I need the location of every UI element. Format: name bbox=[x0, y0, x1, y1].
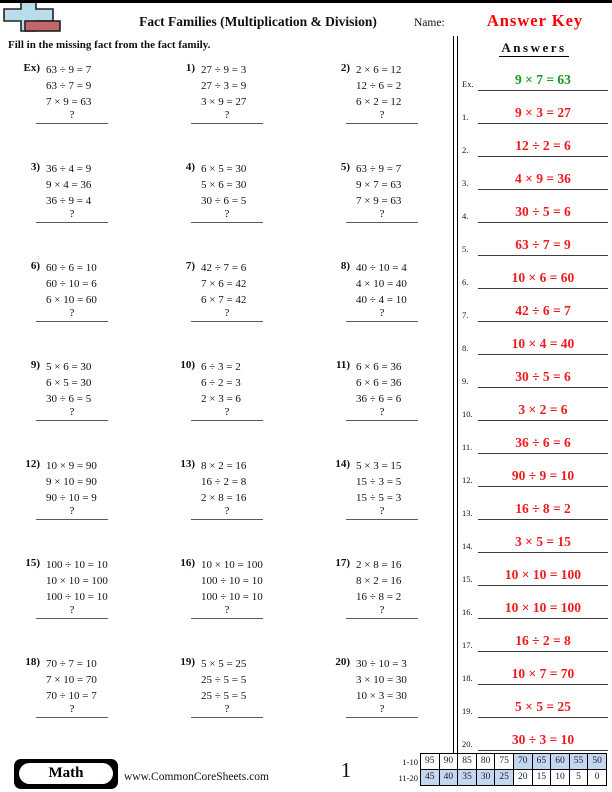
fact-line: 6 × 2 = 12 bbox=[356, 96, 402, 108]
answer-value: 30 ÷ 5 = 6 bbox=[478, 369, 608, 388]
fact-line: 60 ÷ 10 = 6 bbox=[46, 278, 97, 290]
fact-lines bbox=[201, 359, 241, 407]
missing-fact-mark: ? bbox=[224, 505, 230, 517]
fact-line: 90 ÷ 10 = 9 bbox=[46, 492, 97, 504]
fact-line: 3 × 9 = 27 bbox=[201, 96, 247, 108]
fact-line: 36 ÷ 4 = 9 bbox=[46, 163, 92, 175]
answer-item bbox=[458, 423, 610, 454]
answer-value: 9 × 3 = 27 bbox=[478, 105, 608, 124]
score-cell: 5 bbox=[569, 769, 589, 786]
fact-lines bbox=[201, 656, 246, 704]
missing-fact-mark: ? bbox=[379, 307, 385, 319]
fact-lines bbox=[201, 161, 246, 209]
fact-line: 100 ÷ 10 = 10 bbox=[46, 591, 108, 603]
answer-value: 36 ÷ 6 = 6 bbox=[478, 435, 608, 454]
missing-fact-blank-line bbox=[191, 618, 263, 619]
answer-number: 10. bbox=[462, 409, 473, 419]
missing-fact-blank-line bbox=[36, 717, 108, 718]
missing-fact-mark: ? bbox=[69, 406, 75, 418]
score-table-row bbox=[390, 769, 607, 786]
answer-item bbox=[458, 621, 610, 652]
score-cells bbox=[420, 769, 607, 786]
missing-fact-blank-line bbox=[36, 123, 108, 124]
fact-line: 42 ÷ 7 = 6 bbox=[201, 262, 247, 274]
answer-value: 12 ÷ 2 = 6 bbox=[478, 138, 608, 157]
fact-family-problem bbox=[165, 458, 315, 536]
answer-item bbox=[458, 357, 610, 388]
fact-line: 6 × 10 = 60 bbox=[46, 294, 97, 306]
fact-lines bbox=[356, 458, 401, 506]
answer-item bbox=[458, 456, 610, 487]
fact-line: 100 ÷ 10 = 10 bbox=[46, 559, 108, 571]
problem-number: 13) bbox=[180, 458, 195, 470]
missing-fact-mark: ? bbox=[379, 109, 385, 121]
fact-line: 7 × 6 = 42 bbox=[201, 278, 247, 290]
fact-lines bbox=[356, 161, 401, 209]
missing-fact-mark: ? bbox=[224, 208, 230, 220]
score-cell: 85 bbox=[457, 753, 477, 770]
fact-line: 9 × 10 = 90 bbox=[46, 476, 97, 488]
fact-line: 6 ÷ 2 = 3 bbox=[201, 377, 241, 389]
fact-lines bbox=[46, 359, 91, 407]
fact-lines bbox=[46, 260, 97, 308]
fact-line: 15 ÷ 5 = 3 bbox=[356, 492, 402, 504]
missing-fact-blank-line bbox=[36, 618, 108, 619]
fact-line: 6 × 6 = 36 bbox=[356, 361, 402, 373]
problem-number: 1) bbox=[185, 62, 195, 74]
missing-fact-blank-line bbox=[36, 222, 108, 223]
problem-number: 7) bbox=[185, 260, 195, 272]
answer-number: 2. bbox=[462, 145, 469, 155]
fact-line: 6 × 7 = 42 bbox=[201, 294, 247, 306]
answer-item bbox=[458, 390, 610, 421]
score-row-label: 11-20 bbox=[398, 773, 418, 783]
answer-item bbox=[458, 192, 610, 223]
fact-lines bbox=[46, 656, 97, 704]
problem-number: 6) bbox=[30, 260, 40, 272]
fact-lines bbox=[46, 62, 91, 110]
fact-lines bbox=[46, 557, 108, 605]
answer-value: 42 ÷ 6 = 7 bbox=[478, 303, 608, 322]
fact-line: 8 × 2 = 16 bbox=[201, 460, 247, 472]
answer-item bbox=[458, 588, 610, 619]
missing-fact-blank-line bbox=[346, 123, 418, 124]
fact-line: 30 ÷ 6 = 5 bbox=[46, 393, 92, 405]
answer-item bbox=[458, 489, 610, 520]
problem-number: 16) bbox=[180, 557, 195, 569]
answer-number: 1. bbox=[462, 112, 469, 122]
fact-line: 9 × 4 = 36 bbox=[46, 179, 92, 191]
score-cell: 45 bbox=[420, 769, 440, 786]
missing-fact-mark: ? bbox=[379, 604, 385, 616]
score-cell: 40 bbox=[439, 769, 459, 786]
answer-item bbox=[458, 720, 610, 751]
missing-fact-blank-line bbox=[346, 717, 418, 718]
answer-number: 7. bbox=[462, 310, 469, 320]
fact-line: 6 × 5 = 30 bbox=[201, 163, 247, 175]
answer-value: 10 × 7 = 70 bbox=[478, 666, 608, 685]
fact-family-problem bbox=[320, 260, 470, 338]
fact-family-problem bbox=[165, 656, 315, 734]
missing-fact-mark: ? bbox=[379, 208, 385, 220]
fact-line: 36 ÷ 9 = 4 bbox=[46, 195, 92, 207]
fact-lines bbox=[356, 656, 407, 704]
missing-fact-mark: ? bbox=[224, 109, 230, 121]
fact-line: 16 ÷ 8 = 2 bbox=[356, 591, 402, 603]
answer-value: 16 ÷ 8 = 2 bbox=[478, 501, 608, 520]
fact-line: 10 × 3 = 30 bbox=[356, 690, 407, 702]
fact-family-problem bbox=[165, 557, 315, 635]
answer-value: 3 × 5 = 15 bbox=[478, 534, 608, 553]
fact-family-problem bbox=[10, 359, 160, 437]
fact-line: 40 ÷ 4 = 10 bbox=[356, 294, 407, 306]
score-cells bbox=[420, 753, 607, 770]
score-cell: 30 bbox=[476, 769, 496, 786]
fact-line: 27 ÷ 9 = 3 bbox=[201, 64, 247, 76]
answer-number: 8. bbox=[462, 343, 469, 353]
footer-rule bbox=[0, 0, 612, 2]
missing-fact-mark: ? bbox=[379, 703, 385, 715]
missing-fact-mark: ? bbox=[69, 703, 75, 715]
answer-number: 5. bbox=[462, 244, 469, 254]
fact-line: 25 ÷ 5 = 5 bbox=[201, 674, 247, 686]
answer-value: 30 ÷ 5 = 6 bbox=[478, 204, 608, 223]
answer-number: 9. bbox=[462, 376, 469, 386]
fact-line: 12 ÷ 6 = 2 bbox=[356, 80, 402, 92]
score-cell: 65 bbox=[532, 753, 552, 770]
score-cell: 50 bbox=[587, 753, 607, 770]
problem-number: Ex) bbox=[23, 62, 40, 74]
missing-fact-mark: ? bbox=[379, 406, 385, 418]
fact-lines bbox=[201, 62, 246, 110]
score-table-row bbox=[390, 753, 607, 770]
fact-line: 15 ÷ 3 = 5 bbox=[356, 476, 402, 488]
missing-fact-mark: ? bbox=[69, 109, 75, 121]
problem-number: 11) bbox=[335, 359, 350, 371]
missing-fact-mark: ? bbox=[69, 604, 75, 616]
answer-item bbox=[458, 60, 610, 91]
missing-fact-blank-line bbox=[36, 420, 108, 421]
answer-number: 6. bbox=[462, 277, 469, 287]
website-url: www.CommonCoreSheets.com bbox=[124, 771, 269, 783]
problem-number: 19) bbox=[180, 656, 195, 668]
fact-line: 5 × 5 = 25 bbox=[201, 658, 247, 670]
fact-line: 7 × 9 = 63 bbox=[356, 195, 402, 207]
missing-fact-mark: ? bbox=[69, 307, 75, 319]
answer-item bbox=[458, 555, 610, 586]
fact-lines bbox=[201, 458, 246, 506]
fact-family-problem bbox=[320, 557, 470, 635]
answer-number: 12. bbox=[462, 475, 473, 485]
fact-lines bbox=[356, 557, 401, 605]
answer-number: 17. bbox=[462, 640, 473, 650]
fact-line: 36 ÷ 6 = 6 bbox=[356, 393, 402, 405]
fact-line: 3 × 10 = 30 bbox=[356, 674, 407, 686]
fact-line: 10 × 10 = 100 bbox=[201, 559, 263, 571]
answer-key-label: Answer Key bbox=[486, 11, 584, 30]
fact-lines bbox=[201, 557, 263, 605]
problem-number: 18) bbox=[25, 656, 40, 668]
fact-family-problem bbox=[320, 656, 470, 734]
score-cell: 35 bbox=[457, 769, 477, 786]
answer-number: 4. bbox=[462, 211, 469, 221]
problem-number: 4) bbox=[185, 161, 195, 173]
fact-line: 2 × 3 = 6 bbox=[201, 393, 241, 405]
missing-fact-blank-line bbox=[346, 618, 418, 619]
fact-line: 70 ÷ 7 = 10 bbox=[46, 658, 97, 670]
fact-lines bbox=[356, 260, 407, 308]
fact-line: 60 ÷ 6 = 10 bbox=[46, 262, 97, 274]
missing-fact-blank-line bbox=[346, 420, 418, 421]
missing-fact-blank-line bbox=[191, 222, 263, 223]
fact-line: 63 ÷ 7 = 9 bbox=[46, 80, 92, 92]
fact-family-problem bbox=[10, 557, 160, 635]
answer-value: 10 × 10 = 100 bbox=[478, 600, 608, 619]
fact-line: 40 ÷ 10 = 4 bbox=[356, 262, 407, 274]
missing-fact-blank-line bbox=[191, 123, 263, 124]
answers-heading: Answers bbox=[501, 40, 567, 55]
missing-fact-mark: ? bbox=[224, 307, 230, 319]
problem-number: 2) bbox=[340, 62, 350, 74]
answer-value: 10 × 6 = 60 bbox=[478, 270, 608, 289]
missing-fact-mark: ? bbox=[69, 208, 75, 220]
answer-value: 16 ÷ 2 = 8 bbox=[478, 633, 608, 652]
answer-item bbox=[458, 225, 610, 256]
answer-value: 5 × 5 = 25 bbox=[478, 699, 608, 718]
missing-fact-blank-line bbox=[191, 717, 263, 718]
fact-family-problem bbox=[320, 359, 470, 437]
missing-fact-mark: ? bbox=[224, 703, 230, 715]
answer-item bbox=[458, 159, 610, 190]
score-cell: 25 bbox=[494, 769, 514, 786]
problem-number: 15) bbox=[25, 557, 40, 569]
instruction-text: Fill in the missing fact from the fact family. bbox=[8, 39, 211, 51]
fact-lines bbox=[201, 260, 246, 308]
answer-number: 13. bbox=[462, 508, 473, 518]
fact-lines bbox=[356, 359, 401, 407]
fact-line: 5 × 6 = 30 bbox=[201, 179, 247, 191]
fact-lines bbox=[356, 62, 401, 110]
missing-fact-mark: ? bbox=[224, 604, 230, 616]
answer-value: 10 × 10 = 100 bbox=[478, 567, 608, 586]
score-cell: 90 bbox=[439, 753, 459, 770]
missing-fact-blank-line bbox=[191, 321, 263, 322]
fact-line: 5 × 6 = 30 bbox=[46, 361, 92, 373]
fact-line: 6 × 5 = 30 bbox=[46, 377, 92, 389]
answer-item bbox=[458, 93, 610, 124]
score-cell: 95 bbox=[420, 753, 440, 770]
fact-family-problem bbox=[320, 161, 470, 239]
missing-fact-blank-line bbox=[346, 321, 418, 322]
problem-number: 5) bbox=[340, 161, 350, 173]
answer-item bbox=[458, 324, 610, 355]
answer-item bbox=[458, 522, 610, 553]
missing-fact-blank-line bbox=[191, 519, 263, 520]
fact-line: 5 × 3 = 15 bbox=[356, 460, 402, 472]
answer-value: 4 × 9 = 36 bbox=[478, 171, 608, 190]
fact-family-problem bbox=[165, 359, 315, 437]
fact-line: 100 ÷ 10 = 10 bbox=[201, 591, 263, 603]
fact-family-problem bbox=[10, 656, 160, 734]
missing-fact-blank-line bbox=[36, 321, 108, 322]
answer-value: 90 ÷ 9 = 10 bbox=[478, 468, 608, 487]
answer-item bbox=[458, 687, 610, 718]
fact-family-problem bbox=[10, 260, 160, 338]
fact-family-problem bbox=[10, 62, 160, 140]
answer-number: 20. bbox=[462, 739, 473, 749]
plus-minus-math-icon bbox=[0, 0, 64, 33]
problem-number: 8) bbox=[340, 260, 350, 272]
fact-line: 27 ÷ 3 = 9 bbox=[201, 80, 247, 92]
fact-family-problem bbox=[320, 458, 470, 536]
missing-fact-mark: ? bbox=[379, 505, 385, 517]
answer-value: 30 ÷ 3 = 10 bbox=[478, 732, 608, 751]
fact-line: 30 ÷ 6 = 5 bbox=[201, 195, 247, 207]
fact-line: 2 × 6 = 12 bbox=[356, 64, 402, 76]
fact-family-problem bbox=[165, 260, 315, 338]
fact-family-problem bbox=[10, 458, 160, 536]
score-row-label: 1-10 bbox=[402, 757, 418, 767]
score-cell: 55 bbox=[569, 753, 589, 770]
answer-value: 3 × 2 = 6 bbox=[478, 402, 608, 421]
score-cell: 15 bbox=[532, 769, 552, 786]
answer-number: 19. bbox=[462, 706, 473, 716]
missing-fact-blank-line bbox=[36, 519, 108, 520]
page-number: 1 bbox=[340, 758, 352, 782]
score-cell: 80 bbox=[476, 753, 496, 770]
fact-line: 10 × 9 = 90 bbox=[46, 460, 97, 472]
answer-number: 3. bbox=[462, 178, 469, 188]
missing-fact-blank-line bbox=[346, 519, 418, 520]
fact-line: 2 × 8 = 16 bbox=[201, 492, 247, 504]
answer-number: 15. bbox=[462, 574, 473, 584]
fact-line: 16 ÷ 2 = 8 bbox=[201, 476, 247, 488]
answer-item bbox=[458, 654, 610, 685]
score-cell: 10 bbox=[550, 769, 570, 786]
score-cell: 75 bbox=[494, 753, 514, 770]
score-cell: 20 bbox=[513, 769, 533, 786]
fact-line: 70 ÷ 10 = 7 bbox=[46, 690, 97, 702]
score-table bbox=[390, 753, 607, 786]
answer-item bbox=[458, 258, 610, 289]
score-cell: 70 bbox=[513, 753, 533, 770]
fact-family-problem bbox=[320, 62, 470, 140]
answer-value: 9 × 7 = 63 bbox=[478, 72, 608, 91]
fact-line: 30 ÷ 10 = 3 bbox=[356, 658, 407, 670]
fact-line: 100 ÷ 10 = 10 bbox=[201, 575, 263, 587]
fact-lines bbox=[46, 458, 97, 506]
fact-line: 2 × 8 = 16 bbox=[356, 559, 402, 571]
fact-line: 4 × 10 = 40 bbox=[356, 278, 407, 290]
problem-number: 3) bbox=[30, 161, 40, 173]
fact-line: 63 ÷ 9 = 7 bbox=[46, 64, 92, 76]
problem-number: 20) bbox=[335, 656, 350, 668]
fact-line: 7 × 9 = 63 bbox=[46, 96, 92, 108]
fact-family-problem bbox=[165, 62, 315, 140]
fact-lines bbox=[46, 161, 91, 209]
score-cell: 0 bbox=[587, 769, 607, 786]
name-label: Name: bbox=[414, 17, 445, 29]
fact-line: 25 ÷ 5 = 5 bbox=[201, 690, 247, 702]
fact-line: 6 × 6 = 36 bbox=[356, 377, 402, 389]
worksheet-title: Fact Families (Multiplication & Division) bbox=[139, 14, 377, 29]
fact-line: 9 × 7 = 63 bbox=[356, 179, 402, 191]
problem-number: 14) bbox=[335, 458, 350, 470]
score-cell: 60 bbox=[550, 753, 570, 770]
fact-family-problem bbox=[165, 161, 315, 239]
answer-number: 11. bbox=[462, 442, 473, 452]
fact-line: 7 × 10 = 70 bbox=[46, 674, 97, 686]
fact-line: 63 ÷ 9 = 7 bbox=[356, 163, 402, 175]
fact-family-problem bbox=[10, 161, 160, 239]
missing-fact-mark: ? bbox=[224, 406, 230, 418]
missing-fact-blank-line bbox=[346, 222, 418, 223]
problem-number: 10) bbox=[180, 359, 195, 371]
answer-number: 14. bbox=[462, 541, 473, 551]
fact-line: 10 × 10 = 100 bbox=[46, 575, 108, 587]
subject-badge-label: Math bbox=[19, 763, 113, 784]
fact-line: 6 ÷ 3 = 2 bbox=[201, 361, 241, 373]
answer-value: 63 ÷ 7 = 9 bbox=[478, 237, 608, 256]
subject-badge bbox=[14, 759, 118, 789]
missing-fact-blank-line bbox=[191, 420, 263, 421]
answer-item bbox=[458, 126, 610, 157]
answer-number: 18. bbox=[462, 673, 473, 683]
fact-line: 8 × 2 = 16 bbox=[356, 575, 402, 587]
answer-value: 10 × 4 = 40 bbox=[478, 336, 608, 355]
problem-number: 9) bbox=[30, 359, 40, 371]
answer-item bbox=[458, 291, 610, 322]
missing-fact-mark: ? bbox=[69, 505, 75, 517]
problem-number: 12) bbox=[25, 458, 40, 470]
problem-number: 17) bbox=[335, 557, 350, 569]
answer-number: 16. bbox=[462, 607, 473, 617]
answer-number: Ex. bbox=[462, 79, 474, 89]
